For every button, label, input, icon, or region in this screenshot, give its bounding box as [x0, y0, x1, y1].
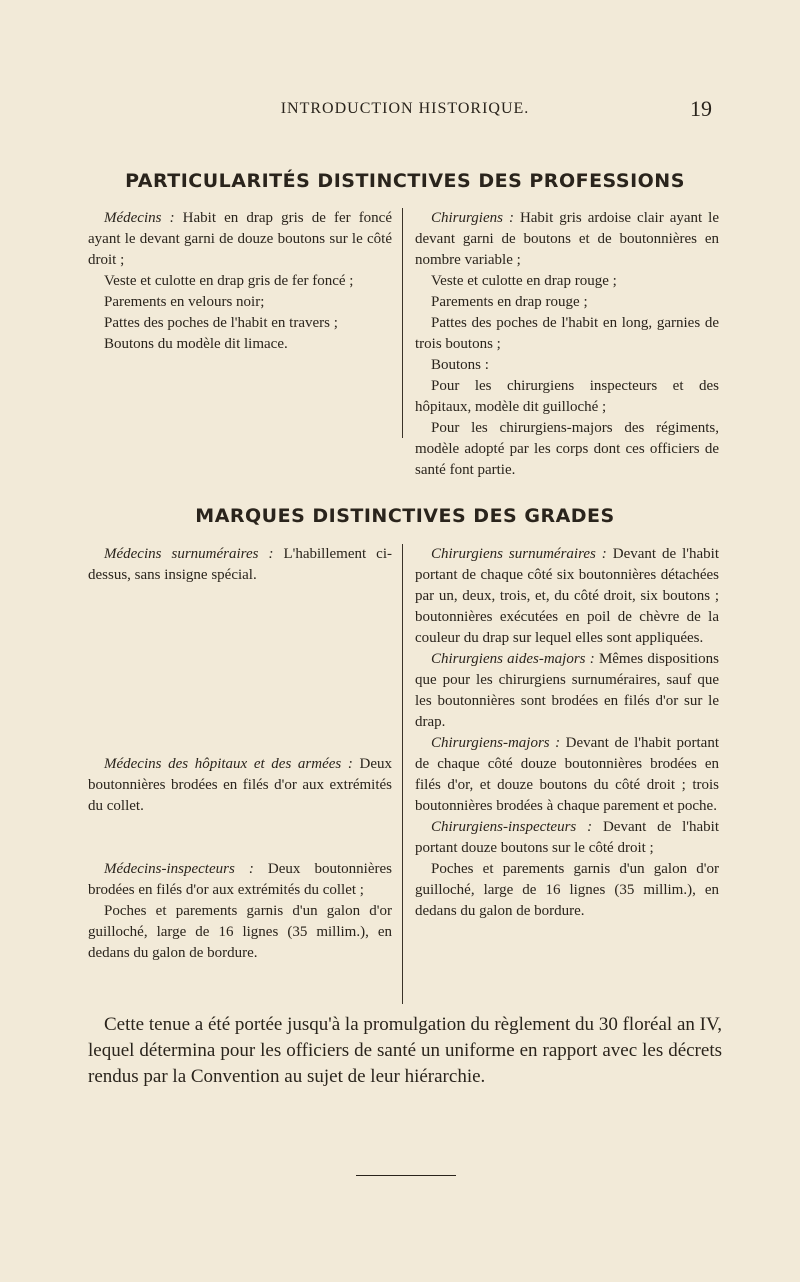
chirurgiens-surnumeraires-label: Chirurgiens surnuméraires : — [431, 546, 607, 562]
medecins-grades-column — [88, 544, 402, 1004]
chirurgiens-line: Pour les chirurgiens inspecteurs et des hôpitaux, modèle dit guilloché ; — [415, 378, 719, 415]
footer-rule — [356, 1175, 456, 1176]
medecins-inspecteurs-label: Médecins-inspecteurs : — [104, 861, 254, 877]
chirurgiens-majors-label: Chirurgiens-majors : — [431, 735, 561, 751]
chirurgiens-majors-text: Devant de l'habit portant de chaque côté douze boutonnières brodées en filés d'or, et douze boutons du côté droit ; trois boutonnières brodées à chaque parement et poche. — [415, 735, 720, 814]
spacer — [88, 817, 392, 859]
chirurgiens-label: Chirurgiens : — [431, 210, 514, 226]
chirurgiens-text: Habit gris ardoise clair ayant le devant garni de boutons et de boutonnières en nombre variable ; — [415, 210, 719, 268]
medecins-line: Pattes des poches de l'habit en travers ; — [104, 315, 338, 331]
medecins-line: Boutons du modèle dit limace. — [104, 336, 288, 352]
chirurgiens-entry — [415, 208, 719, 271]
chirurgiens-majors-entry — [415, 733, 719, 817]
spacer — [88, 586, 392, 754]
chirurgiens-line: Veste et culotte en drap rouge ; — [431, 273, 617, 289]
chirurgiens-aides-label: Chirurgiens aides-majors : — [431, 651, 595, 667]
chirurgiens-line: Pour les chirurgiens-majors des régiments, modèle adopté par les corps dont ces officiers de santé font partie. — [415, 420, 719, 478]
chirurgiens-line: Pattes des poches de l'habit en long, garnies de trois boutons ; — [415, 315, 719, 352]
chirurgiens-inspecteurs-label: Chirurgiens-inspecteurs : — [431, 819, 593, 835]
section-title-grades: MARQUES DISTINCTIVES DES GRADES — [195, 505, 615, 527]
chirurgiens-line: Parements en drap rouge ; — [431, 294, 588, 310]
professions-columns — [88, 208, 722, 478]
medecins-inspecteurs-text: Deux boutonnières brodées en filés d'or aux extrémités du collet ; — [88, 861, 392, 898]
chirurgiens-aides-entry — [415, 649, 719, 733]
section-title-professions: PARTICULARITÉS DISTINCTIVES DES PROFESSIONS — [125, 170, 685, 192]
closing-paragraph: Cette tenue a été portée jusqu'à la promulgation du règlement du 30 floréal an IV, lequel détermina pour les officiers de santé un uniforme en rapport avec les décrets rendus par la Convention au sujet de leur hiérarchie. — [88, 1014, 722, 1087]
chirurgiens-surnumeraires-entry — [415, 544, 719, 649]
chirurgiens-surnumeraires-text: Devant de l'habit portant de chaque côté six boutonnières détachées par un, deux, trois, et, du côté droit, six boutons ; boutonnières exécutées en poil de chèvre de la couleur du drap sur lequel elles sont appliquées. — [415, 546, 719, 646]
medecins-surnumeraires-entry — [88, 544, 392, 586]
chirurgiens-column — [403, 208, 719, 478]
medecins-line: Veste et culotte en drap gris de fer foncé ; — [104, 273, 354, 289]
medecins-column — [88, 208, 402, 438]
running-head: INTRODUCTION HISTORIQUE. — [280, 100, 530, 117]
medecins-label: Médecins : — [104, 210, 175, 226]
medecins-inspecteurs-poches: Poches et parements garnis d'un galon d'or guilloché, large de 16 lignes (35 millim.), en dedans du galon de bordure. — [88, 903, 392, 961]
page-number: 19 — [690, 96, 712, 121]
medecins-surnumeraires-label: Médecins surnuméraires : — [104, 546, 274, 562]
chirurgiens-inspecteurs-text: Devant de l'habit portant douze boutons sur le côté droit ; — [415, 819, 720, 856]
chirurgiens-inspecteurs-entry — [415, 817, 719, 859]
medecins-entry — [88, 208, 392, 271]
medecins-line: Parements en velours noir; — [104, 294, 265, 310]
medecins-surnumeraires-text: L'habillement ci-dessus, sans insigne spécial. — [88, 546, 392, 583]
medecins-hopitaux-entry — [88, 754, 392, 817]
chirurgiens-line: Boutons : — [431, 357, 489, 373]
medecins-inspecteurs-entry — [88, 859, 392, 901]
grades-columns — [88, 544, 722, 1004]
chirurgiens-inspecteurs-poches: Poches et parements garnis d'un galon d'or guilloché, large de 16 lignes (35 millim.), en dedans du galon de bordure. — [415, 861, 719, 919]
medecins-text: Habit en drap gris de fer foncé ayant le devant garni de douze boutons sur le côté droit ; — [88, 210, 392, 268]
medecins-hopitaux-text: Deux boutonnières brodées en filés d'or aux extrémités du collet. — [88, 756, 392, 814]
medecins-hopitaux-label: Médecins des hôpitaux et des armées : — [104, 756, 353, 772]
chirurgiens-grades-column — [403, 544, 719, 1004]
chirurgiens-aides-text: Mêmes dispositions que pour les chirurgiens surnuméraires, sauf que les boutonnières sont brodées en filés d'or sur le drap. — [415, 651, 719, 730]
